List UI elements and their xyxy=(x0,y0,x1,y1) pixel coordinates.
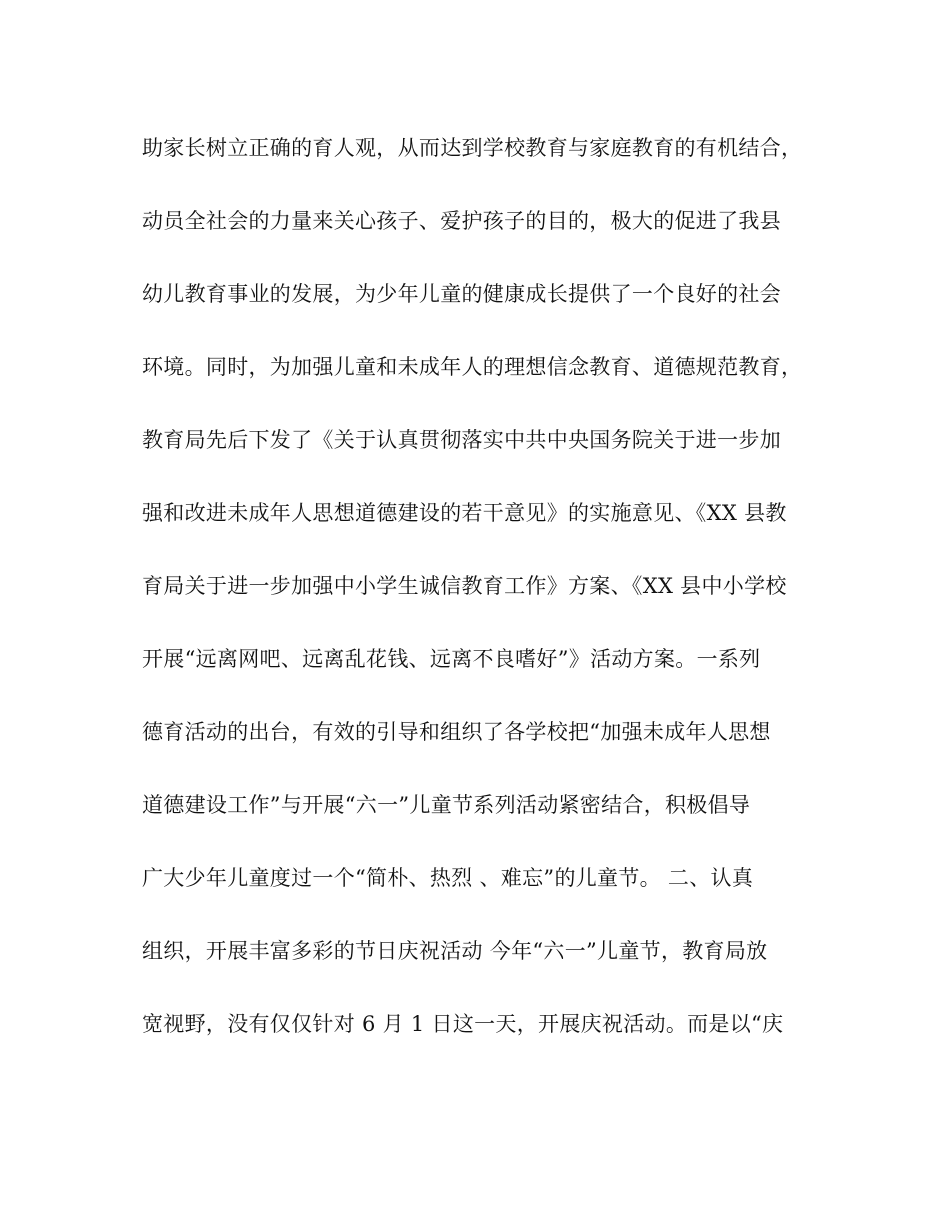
text-line: 宽视野，没有仅仅针对 6 月 1 日这一天，开展庆祝活动。而是以“庆 xyxy=(142,1012,784,1036)
text-line: 助家长树立正确的育人观，从而达到学校教育与家庭教育的有机结合， xyxy=(142,136,803,160)
text-line: 动员全社会的力量来关心孩子、爱护孩子的目的，极大的促进了我县 xyxy=(142,209,781,233)
text-line: 强和改进未成年人思想道德建设的若干意见》的实施意见、《XX 县教 xyxy=(142,501,787,525)
text-line: 道德建设工作”与开展“六一”儿童节系列活动紧密结合，积极倡导 xyxy=(142,793,751,817)
text-line: 德育活动的出台，有效的引导和组织了各学校把“加强未成年人思想 xyxy=(142,720,771,744)
text-line: 广大少年儿童度过一个“简朴、热烈 、难忘”的儿童节。 二、认真 xyxy=(142,866,754,890)
text-line: 育局关于进一步加强中小学生诚信教育工作》方案、《XX 县中小学校 xyxy=(142,574,787,598)
text-line: 幼儿教育事业的发展，为少年儿童的健康成长提供了一个良好的社会 xyxy=(142,282,781,306)
body-text xyxy=(142,136,822,1085)
text-line: 开展“远离网吧、远离乱花钱、远离不良嗜好”》活动方案。一系列 xyxy=(142,647,761,671)
text-line: 环境。同时，为加强儿童和未成年人的理想信念教育、道德规范教育， xyxy=(142,355,803,379)
text-line: 教育局先后下发了《关于认真贯彻落实中共中央国务院关于进一步加 xyxy=(142,428,781,452)
text-line: 组织，开展丰富多彩的节日庆祝活动 今年“六一”儿童节，教育局放 xyxy=(142,939,768,963)
